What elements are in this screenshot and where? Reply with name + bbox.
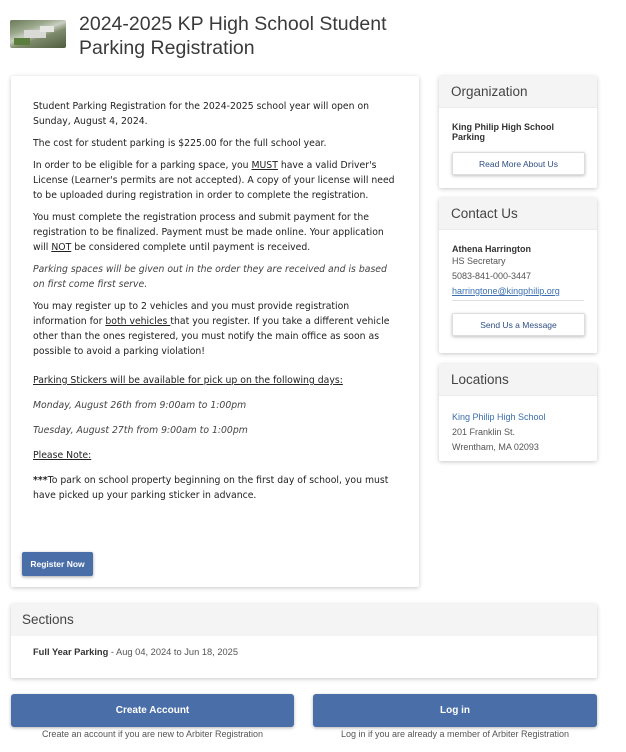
- sections-heading: Sections: [11, 604, 597, 636]
- locations-card: [439, 364, 597, 461]
- location-name-link[interactable]: King Philip High School: [452, 412, 546, 422]
- send-message-button[interactable]: Send Us a Message: [452, 313, 585, 336]
- pickup-day-tuesday: Tuesday, August 27th from 9:00am to 1:00pm: [33, 425, 248, 436]
- please-note-heading: Please Note:: [33, 450, 92, 461]
- stickers-heading: Parking Stickers will be available for pick up on the following days:: [33, 375, 343, 386]
- pickup-day-monday: Monday, August 26th from 9:00am to 1:00pm: [33, 400, 247, 411]
- section-item-dates: - Aug 04, 2024 to Jun 18, 2025: [108, 647, 239, 657]
- registration-info-card: [11, 76, 419, 587]
- vehicles-text: You may register up to 2 vehicles and you must provide registration information for both vehicles that you register. If you take a different vehicle other than the ones registered, you must notify the main office as soon as possible to avoid a parking violation!: [33, 301, 390, 357]
- sticker-advance-note: ***To park on school property beginning on the first day of school, you must have picked up your parking sticker in advance.: [33, 475, 389, 501]
- register-now-button[interactable]: Register Now: [22, 552, 93, 576]
- contact-card: [439, 198, 597, 353]
- contact-phone: 5083-841-000-3447: [452, 271, 532, 281]
- open-date-text: Student Parking Registration for the 2024-2025 school year will open on Sunday, August 4, 2024.: [33, 101, 370, 127]
- cost-text: The cost for student parking is $225.00 for the full school year.: [33, 138, 327, 149]
- page-header: [10, 12, 610, 62]
- page-title: 2024-2025 KP High School Student Parking Registration: [79, 13, 387, 59]
- payment-text: You must complete the registration process and submit payment for the registration to be finalized. Payment must be made online. Your application will NOT be considered complete until payment is received.: [33, 212, 384, 253]
- locations-heading: Locations: [439, 364, 597, 396]
- first-come-text: Parking spaces will be given out in the order they are received and is based on first come first serve.: [33, 264, 387, 290]
- contact-name: Athena Harrington: [452, 244, 532, 254]
- create-account-caption: Create an account if you are new to Arbiter Registration: [41, 729, 264, 739]
- read-more-button[interactable]: Read More About Us: [452, 152, 585, 175]
- login-caption: Log in if you are already a member of Arbiter Registration: [340, 729, 570, 739]
- section-item-name: Full Year Parking: [33, 647, 109, 657]
- sections-card: [11, 604, 597, 678]
- license-requirement-text: In order to be eligible for a parking space, you MUST have a valid Driver's License (Learner's permits are not accepted). A copy of your license will need to be uploaded during registration in order to complete the registration.: [33, 160, 395, 201]
- create-account-button[interactable]: Create Account: [11, 694, 294, 727]
- organization-name: King Philip High School Parking: [452, 122, 554, 142]
- school-logo-image: [10, 20, 66, 48]
- contact-email-link[interactable]: harringtone@kingphilip.org: [452, 284, 584, 301]
- location-city: Wrentham, MA 02093: [452, 442, 539, 452]
- location-street: 201 Franklin St.: [452, 427, 516, 437]
- section-item[interactable]: [11, 636, 597, 668]
- contact-heading: Contact Us: [439, 198, 597, 230]
- contact-role: HS Secretary: [452, 256, 506, 266]
- organization-heading: Organization: [439, 76, 597, 108]
- organization-card: [439, 76, 597, 188]
- login-button[interactable]: Log in: [313, 694, 597, 727]
